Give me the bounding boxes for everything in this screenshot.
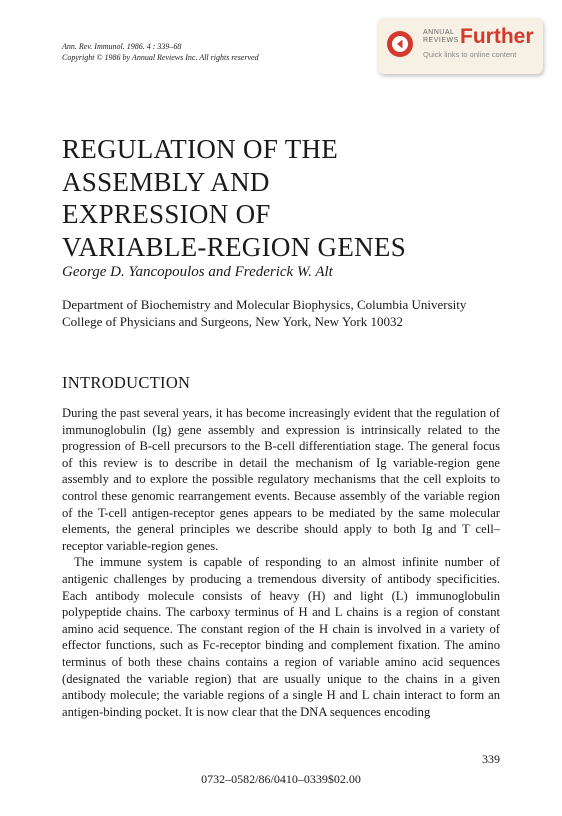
journal-citation xyxy=(62,41,259,63)
further-links-badge[interactable] xyxy=(378,18,543,74)
author-affiliation: Department of Biochemistry and Molecular Biophysics, Columbia University College of Physicians and Surgeons, New York, New York 10032 xyxy=(62,297,467,329)
paragraph: The immune system is capable of responding to an almost infinite number of antigenic challenges by producing a tremendous diversity of antibody specificities. Each antibody molecule consists of heavy (H) and light (L) immunoglobulin polypeptide chains. The carboxy terminus of H and L chains is a region of constant amino acid sequence. The constant region of the H chain is involved in a variety of effector functions, such as Fc-receptor binding and complement fixation. The amino terminus of both these chains contains a region of variable amino acid sequences (designated the variable region) that are usually unique to the chains in a given antibody molecule; the variable regions of a single H and L chain interact to form an antigen-binding pocket. It is now clear that the DNA sequences encoding xyxy=(62,555,500,719)
article-title: REGULATION OF THE ASSEMBLY AND EXPRESSION OF VARIABLE-REGION GENES xyxy=(62,134,407,262)
arrow-circle-icon xyxy=(387,31,413,57)
body-text xyxy=(62,405,500,720)
badge-subtitle: Quick links to online content xyxy=(423,50,517,59)
citation-journal: Ann. Rev. Immunol. 1986. 4 : 339–68 xyxy=(62,42,182,51)
page-number: 339 xyxy=(482,752,500,766)
article-code: 0732–0582/86/0410–0339$02.00 xyxy=(201,772,361,786)
badge-annual-label: ANNUAL xyxy=(423,29,455,36)
badge-reviews-label: REVIEWS xyxy=(423,37,459,44)
section-heading: INTRODUCTION xyxy=(62,373,191,392)
article-authors: George D. Yancopoulos and Frederick W. Alt xyxy=(62,264,333,280)
badge-further-label: Further xyxy=(460,25,534,48)
paragraph: During the past several years, it has become increasingly evident that the regulation of immunoglobulin (Ig) gene assembly and expression is intrinsically related to the progression of B-cell precursors to the B-cell differentiation stage. The general focus of this review is to describe in detail the mechanism of Ig variable-region gene assembly and to explore the possible regulatory mechanisms that the cell exploits to control these genomic rearrangement events. Because assembly of the variable region of the T-cell antigen-receptor genes appears to be mediated by the same molecular elements, the general principles we describe should apply to both Ig and T cell–receptor variable-region genes. xyxy=(62,406,500,553)
citation-copyright: Copyright © 1986 by Annual Reviews Inc. All rights reserved xyxy=(62,53,259,62)
